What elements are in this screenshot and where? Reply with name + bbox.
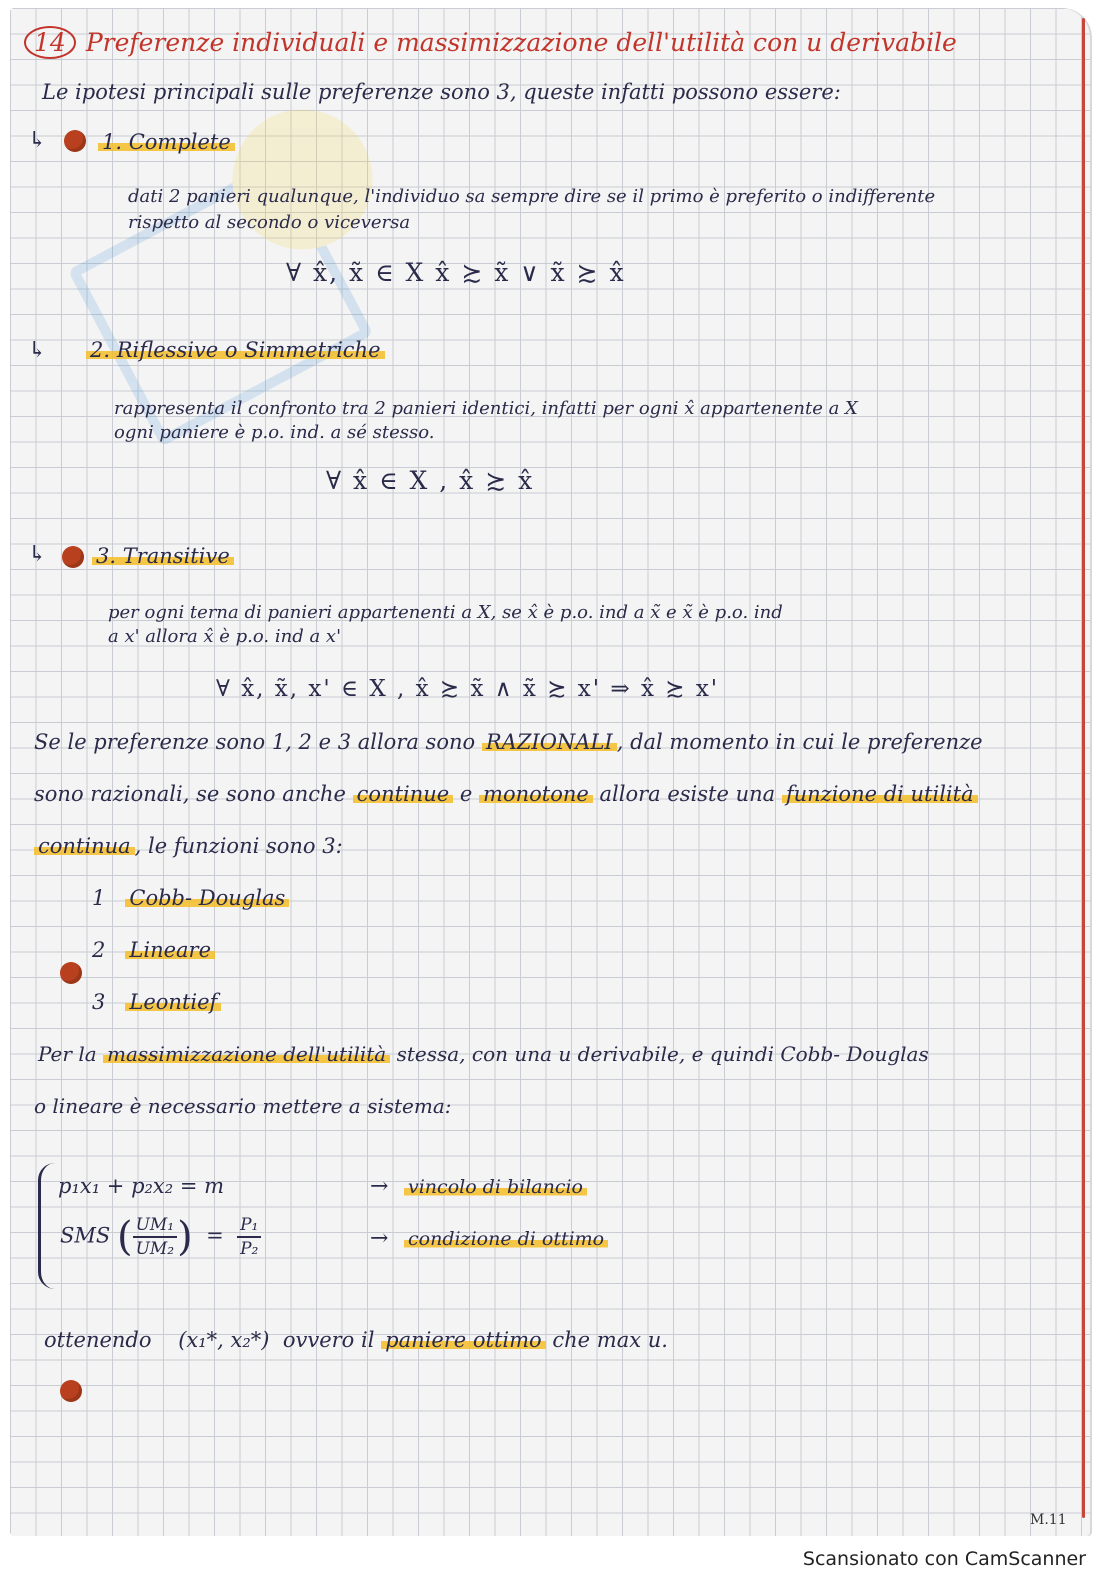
result-line: ottenendo (x₁*, x₂*) ovvero il paniere ottimo che max u. xyxy=(44,1328,668,1352)
function-item: 2 Lineare xyxy=(92,938,215,962)
title-text: Preferenze individuali e massimizzazione dell'utilità con u derivabile xyxy=(85,28,957,57)
bullet-dot xyxy=(60,1380,82,1402)
notebook-page xyxy=(10,8,1090,1536)
paragraph-line-1: Se le preferenze sono 1, 2 e 3 allora sono RAZIONALI , dal momento in cui le preferenze xyxy=(34,730,983,754)
heading-complete: 1. Complete xyxy=(98,130,235,154)
transitive-formula: ∀ x̂, x̃, x' ∈ X , x̂ ≿ x̃ ∧ x̃ ≿ x' ⇒ x̂ ≿ x' xyxy=(216,676,720,702)
function-item: 3 Leontief xyxy=(92,990,221,1014)
section-marker: ↳ xyxy=(28,542,47,567)
bullet-dot xyxy=(60,962,82,984)
page-mark: M.11 xyxy=(1030,1512,1067,1528)
transitive-text-2: a x' allora x̂ è p.o. ind a x' xyxy=(108,626,342,647)
budget-equation: p₁x₁ + p₂x₂ = m xyxy=(58,1174,225,1198)
bullet-dot xyxy=(64,130,86,152)
maximization-line-1: Per la massimizzazione dell'utilità stessa, con una u derivabile, e quindi Cobb- Douglas xyxy=(38,1042,929,1066)
section-marker: ↳ xyxy=(28,338,47,363)
optimum-equation: SMS ( $\frac{\text{UM₁}}{\text{UM₂}}$ ) = $\frac{\text{P₁}}{\text{P₂}}$ xyxy=(60,1214,261,1260)
section-marker: ↳ xyxy=(28,128,47,153)
maximization-line-2: o lineare è necessario mettere a sistema: xyxy=(34,1094,452,1118)
intro-text: Le ipotesi principali sulle preferenze sono 3, queste infatti possono essere: xyxy=(42,80,841,104)
reflexive-formula: ∀ x̂ ∈ X , x̂ ≿ x̂ xyxy=(326,466,535,495)
transitive-text-1: per ogni terna di panieri appartenenti a X, se x̂ è p.o. ind a x̃ e x̃ è p.o. ind xyxy=(108,602,783,623)
heading-transitive: 3. Transitive xyxy=(92,544,234,568)
arrow-icon: → xyxy=(370,1226,389,1251)
heading-reflexive: 2. Riflessive o Simmetriche xyxy=(86,338,385,362)
scanner-footer: Scansionato con CamScanner xyxy=(802,1548,1086,1570)
bullet-dot xyxy=(62,546,84,568)
paragraph-line-3: continua , le funzioni sono 3: xyxy=(34,834,343,858)
reflexive-text-2: ogni paniere è p.o. ind. a sé stesso. xyxy=(114,422,435,443)
paragraph-line-2: sono razionali, se sono anche continue e monotone allora esiste una funzione di utilità xyxy=(34,782,978,806)
page-title xyxy=(24,26,957,59)
budget-label: vincolo di bilancio xyxy=(404,1176,587,1198)
complete-formula: ∀ x̂, x̃ ∈ X x̂ ≿ x̃ ∨ x̃ ≿ x̂ xyxy=(286,258,626,287)
optimum-label: condizione di ottimo xyxy=(404,1228,608,1250)
arrow-icon: → xyxy=(370,1174,389,1199)
function-item: 1 Cobb- Douglas xyxy=(92,886,289,910)
complete-text-1: dati 2 panieri qualunque, l'individuo sa sempre dire se il primo è preferito o indifferente xyxy=(128,186,936,207)
section-number: 14 xyxy=(24,26,76,59)
page-margin-line xyxy=(1082,18,1085,1518)
reflexive-text-1: rappresenta il confronto tra 2 panieri identici, infatti per ogni x̂ appartenente a X xyxy=(114,398,858,419)
complete-text-2: rispetto al secondo o viceversa xyxy=(128,212,411,233)
system-brace xyxy=(38,1163,55,1289)
